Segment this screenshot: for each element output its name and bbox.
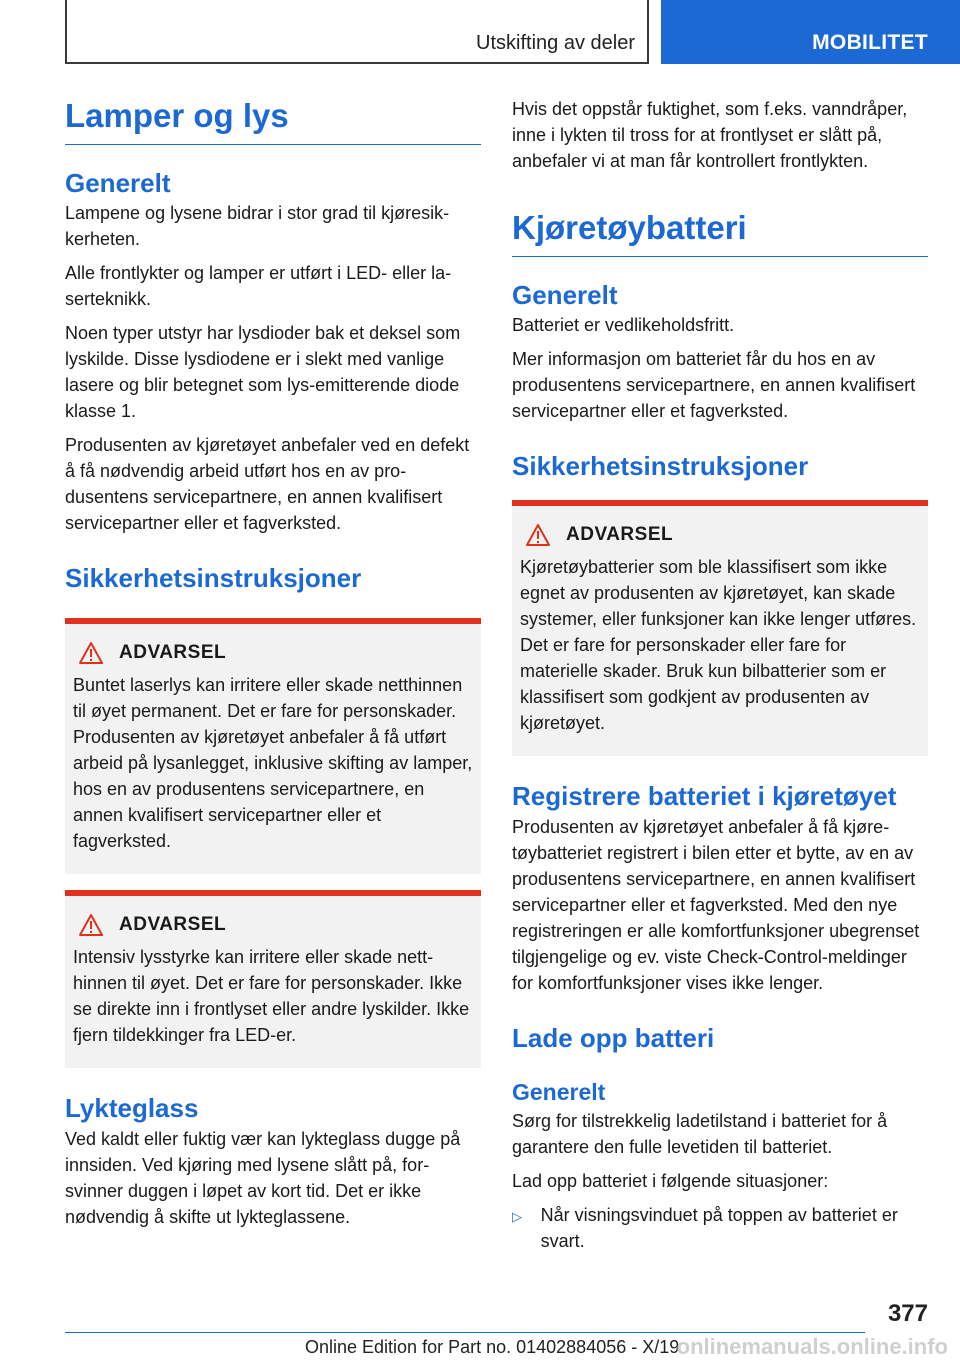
- lamps-general-p2: Alle frontlykter og lamper er utført i LED- eller laserteknikk.: [65, 263, 452, 310]
- lamps-general-p1: Lampene og lysene bidrar i stor grad til kjøresikkerheten.: [65, 203, 450, 250]
- lamps-general-p3: Noen typer utstyr har lysdioder bak et deksel som lyskilde. Disse lysdiodene er i slekt med vanlige lasere og blir betegnet som lys-emitterende diode klasse 1.: [65, 323, 461, 422]
- charge-p2: Lad opp batteriet i følgende situasjoner:: [512, 1170, 829, 1191]
- warning-title: ADVARSEL: [119, 642, 227, 664]
- warning-triangle-icon: [79, 914, 103, 936]
- battery-safety-heading: Sikkerhetsinstruksjoner: [512, 451, 809, 482]
- warning-title-row: [73, 642, 473, 664]
- lamps-warning-box-1: [65, 618, 481, 874]
- warning-title-row: [73, 914, 473, 936]
- lamps-general-p4: Produsenten av kjøretøyet anbefaler ved en defekt å få nødvendig arbeid utført hos en av produsentens servicepartnere, en annen kvalifisert servicepartner eller et fagverksted.: [65, 435, 470, 534]
- warning-triangle-icon: [526, 524, 550, 546]
- warning-text: Intensiv lysstyrke kan irritere eller skade netthinnen til øyet. Det er fare for personskader. Ikke se direkte inn i frontlyset eller andre lyskilder. Ikke fjern tildekkinger fra LED-er.: [73, 947, 470, 1046]
- charge-general-heading: Generelt: [512, 1078, 606, 1105]
- lamps-warning-box-2: [65, 890, 481, 1068]
- watermark: onlinemanuals.online.info: [676, 1334, 948, 1359]
- register-heading: Registrere batteriet i kjøretøyet: [512, 781, 897, 812]
- right-column: [512, 96, 928, 1254]
- warning-title: ADVARSEL: [119, 914, 227, 936]
- lens-text: Ved kaldt eller fuktig vær kan lykteglass dugge på innsiden. Ved kjøring med lysene slått på, forsvinner duggen i løpet av kort tid. Det er ikke nødvendig å skifte ut lykteglassene.: [65, 1128, 461, 1227]
- lamps-safety-heading: Sikkerhetsinstruksjoner: [65, 563, 362, 594]
- battery-title: Kjøretøybatteri: [512, 208, 928, 257]
- warning-title-row: [520, 524, 920, 546]
- header-section-label: Utskifting av deler: [476, 32, 635, 54]
- bullet-text: Når visningsvinduet på toppen av batteriet er svart.: [540, 1204, 898, 1251]
- lamps-title: Lamper og lys: [65, 96, 481, 145]
- list-item: [512, 1202, 928, 1254]
- left-column: [65, 96, 481, 1230]
- header-chapter-tab: [661, 0, 960, 64]
- warning-text: Buntet laserlys kan irritere eller skade netthinnen til øyet permanent. Det er fare for personskader. Produsenten av kjøretøyet anbefaler å få utført arbeid på lysanlegget, inklusive skifting av lamper, hos en av produsentens servicepartnere, en annen kvalifisert servicepartner eller et fagverksted.: [73, 675, 473, 852]
- charge-heading: Lade opp batteri: [512, 1022, 715, 1053]
- register-text: Produsenten av kjøretøyet anbefaler å få kjøretøybatteriet registrert i bilen etter et bytte, av en av produsentens servicepartnere, en annen kvalifisert servicepartner eller et fagverksted. Med den nye registreringen er alle komfortfunksjoner ubegrenset tilgjengelige og ev. viste Check-Control-meldinger for komfortfunksjoner vises ikke lenger.: [512, 816, 920, 993]
- lamps-moisture-text: Hvis det oppstår fuktighet, som f.eks. vanndråper, inne i lykten til tross for at frontlyset er slått på, anbefaler vi at man får kontrollert frontlykten.: [512, 99, 908, 171]
- battery-general-p2: Mer informasjon om batteriet får du hos en av produsentens servicepartnere, en annen kvalifisert servicepartner eller et fagverksted.: [512, 349, 916, 422]
- warning-text: Kjøretøybatterier som ble klassifisert som ikke egnet av produsenten av kjøretøyet, kan skade systemer, eller funksjoner kan ikke lenger utføres. Det er fare for personskader eller fare for materielle skader. Bruk kun bilbatterier som er klassifisert som godkjent av produsenten av kjøretøyet.: [520, 557, 917, 734]
- header-chapter-label: MOBILITET: [812, 31, 928, 54]
- battery-warning-box: [512, 500, 928, 756]
- lamps-general-heading: Generelt: [65, 167, 171, 198]
- page-number: 377: [887, 1300, 928, 1327]
- warning-title: ADVARSEL: [566, 524, 674, 546]
- warning-triangle-icon: [79, 642, 103, 664]
- lens-heading: Lykteglass: [65, 1093, 199, 1124]
- footer-edition-text: Online Edition for Part no. 01402884056 - X/19: [305, 1337, 680, 1357]
- battery-general-p1: Batteriet er vedlikeholdsfritt.: [512, 315, 735, 336]
- footer-divider: [65, 1332, 865, 1333]
- charge-p1: Sørg for tilstrekkelig ladetilstand i batteriet for å garantere den fulle levetiden til batteriet.: [512, 1110, 888, 1157]
- triangle-bullet-icon: ▷: [512, 1208, 522, 1224]
- battery-general-heading: Generelt: [512, 279, 618, 310]
- header-section-tab: [65, 0, 649, 64]
